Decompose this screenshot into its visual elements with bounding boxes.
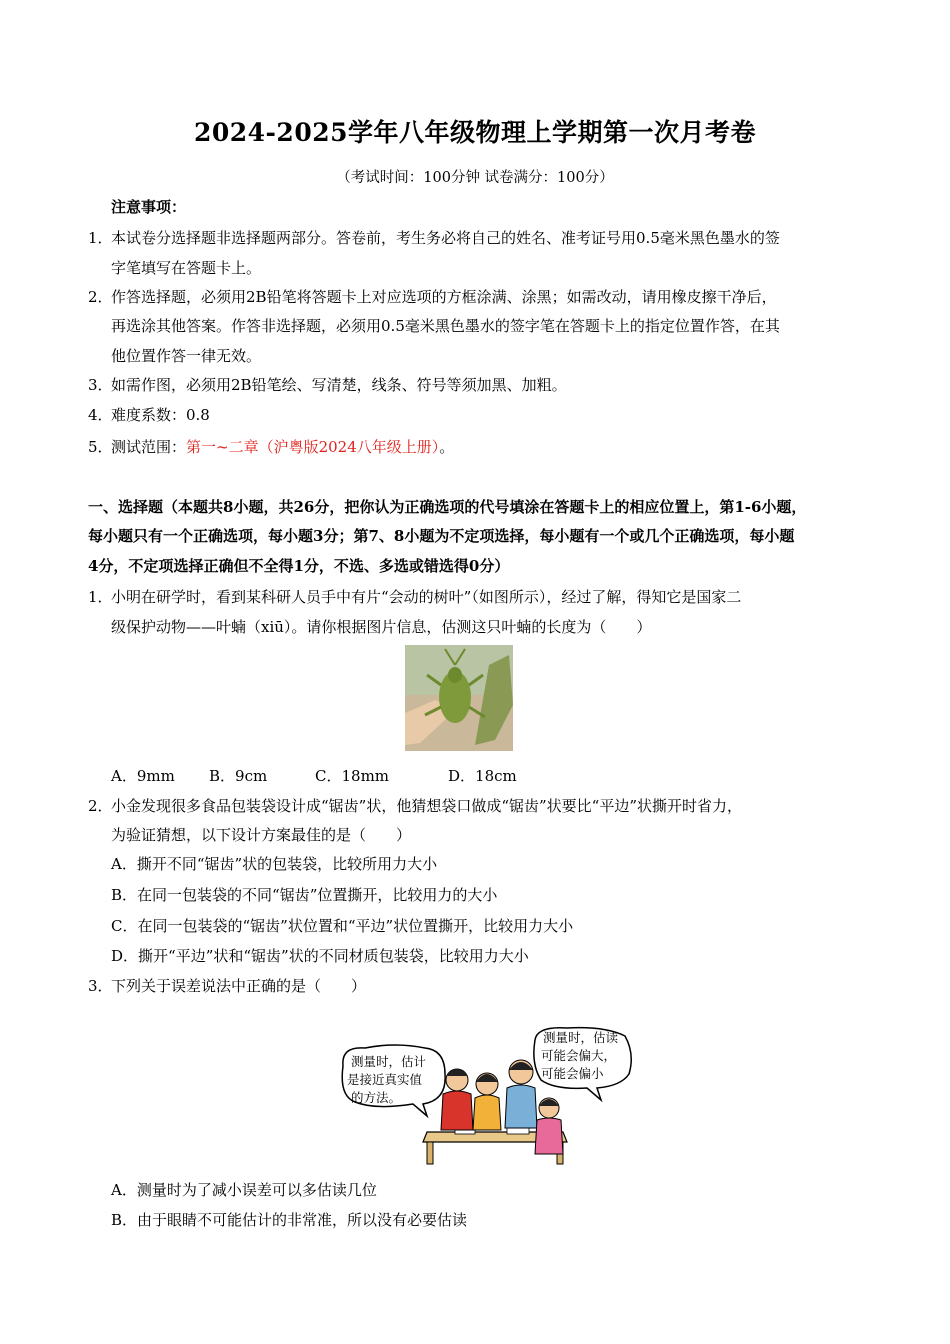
notice-num-5: 5．	[88, 438, 113, 456]
scope-suffix: 。	[439, 438, 455, 456]
child-hair	[446, 1069, 468, 1076]
notice-num-3: 3．	[88, 376, 113, 394]
option-a[interactable]: A．9mm	[111, 767, 175, 785]
child-body	[535, 1118, 563, 1154]
bubble-left-line: 是接近真实值	[347, 1072, 423, 1087]
option-c[interactable]: C．18mm	[315, 767, 390, 785]
option-d[interactable]: D．撕开“平边”状和“锯齿”状的不同材质包装袋，比较用力大小	[111, 947, 529, 965]
notice-scope	[111, 437, 454, 457]
option-b[interactable]: B．由于眼睛不可能估计的非常准，所以没有必要估读	[111, 1211, 468, 1229]
child-hair	[476, 1074, 498, 1082]
bubble-left-line: 测量时，估计	[351, 1054, 427, 1069]
notice-heading: 注意事项：	[111, 198, 187, 216]
question-text: 小金发现很多食品包装袋设计成“锯齿”状，他猜想袋口做成“锯齿”状要比“平边”状撕开时省力，	[111, 797, 743, 815]
notice-line: 他位置作答一律无效。	[111, 347, 262, 365]
page-title: 2024-2025学年八年级物理上学期第一次月考卷	[193, 118, 757, 147]
option-c[interactable]: C．在同一包装袋的“锯齿”状位置和“平边”状位置撕开，比较用力大小	[111, 917, 574, 935]
child-body	[505, 1085, 537, 1128]
notice-num-4: 4．	[88, 406, 113, 424]
bubble-right-line: 可能会偏小	[541, 1066, 604, 1081]
scope-label: 测试范围：	[111, 438, 187, 456]
notice-num-1: 1．	[88, 229, 113, 247]
desk-leg	[427, 1142, 433, 1164]
question-text: 小明在研学时，看到某科研人员手中有片“会动的树叶”（如图所示），经过了解，得知它是国家二	[111, 588, 742, 606]
child-hair	[539, 1099, 559, 1106]
question-text: 为验证猜想，以下设计方案最佳的是（ ）	[111, 826, 412, 844]
notice-line: 再选涂其他答案。作答非选择题，必须用0.5毫米黑色墨水的签字笔在答题卡上的指定位置作答，在其	[111, 317, 780, 335]
child-body	[441, 1091, 473, 1130]
section-heading: 每小题只有一个正确选项，每小题3分；第7、8小题为不定项选择，每小题有一个或几个正确选项，每小题	[88, 527, 795, 545]
exam-subtitle: （考试时间：100分钟 试卷满分：100分）	[336, 170, 614, 186]
bubble-right-line: 测量时，估读	[543, 1030, 619, 1045]
child-body	[473, 1095, 501, 1130]
notice-line: 本试卷分选择题非选择题两部分。答卷前，考生务必将自己的姓名、准考证号用0.5毫米黑色墨水的签	[111, 229, 780, 247]
section-heading: 一、选择题（本题共8小题，共26分，把你认为正确选项的代号填涂在答题卡上的相应位置上，第1-6小题，	[88, 498, 807, 516]
question-num-2: 2．	[88, 797, 113, 815]
bubble-left-line: 的方法。	[351, 1090, 402, 1105]
question-text: 级保护动物——叶蝻（xiū）。请你根据图片信息，估测这只叶蝻的长度为（ ）	[111, 618, 652, 636]
option-d[interactable]: D．18cm	[448, 767, 517, 785]
question-text: 下列关于误差说法中正确的是（ ）	[111, 977, 367, 995]
question-num-1: 1．	[88, 588, 113, 606]
notice-line: 如需作图，必须用2B铅笔绘、写清楚，线条、符号等须加黑、加粗。	[111, 376, 567, 394]
insect-head	[448, 667, 462, 683]
scope-range: 第一~二章（沪粤版2024八年级上册）	[186, 438, 440, 456]
option-b[interactable]: B．9cm	[209, 767, 268, 785]
option-b[interactable]: B．在同一包装袋的不同“锯齿”位置撕开，比较用力的大小	[111, 886, 498, 904]
notice-line: 难度系数：0.8	[111, 406, 210, 424]
leaf-insect-photo	[405, 645, 513, 751]
notice-line: 作答选择题，必须用2B铅笔将答题卡上对应选项的方框涂满、涂黑；如需改动，请用橡皮擦干净后，	[111, 288, 777, 306]
question-num-3: 3．	[88, 977, 113, 995]
section-heading: 4分，不定项选择正确但不全得1分，不选、多选或错选得0分）	[88, 557, 510, 575]
notice-line: 字笔填写在答题卡上。	[111, 259, 262, 277]
measurement-cartoon	[335, 1024, 635, 1166]
bubble-right-line: 可能会偏大，	[541, 1048, 617, 1063]
notice-num-2: 2．	[88, 288, 113, 306]
option-a[interactable]: A．测量时为了减小误差可以多估读几位	[111, 1181, 377, 1199]
option-a[interactable]: A．撕开不同“锯齿”状的包装袋，比较所用力大小	[111, 855, 438, 873]
